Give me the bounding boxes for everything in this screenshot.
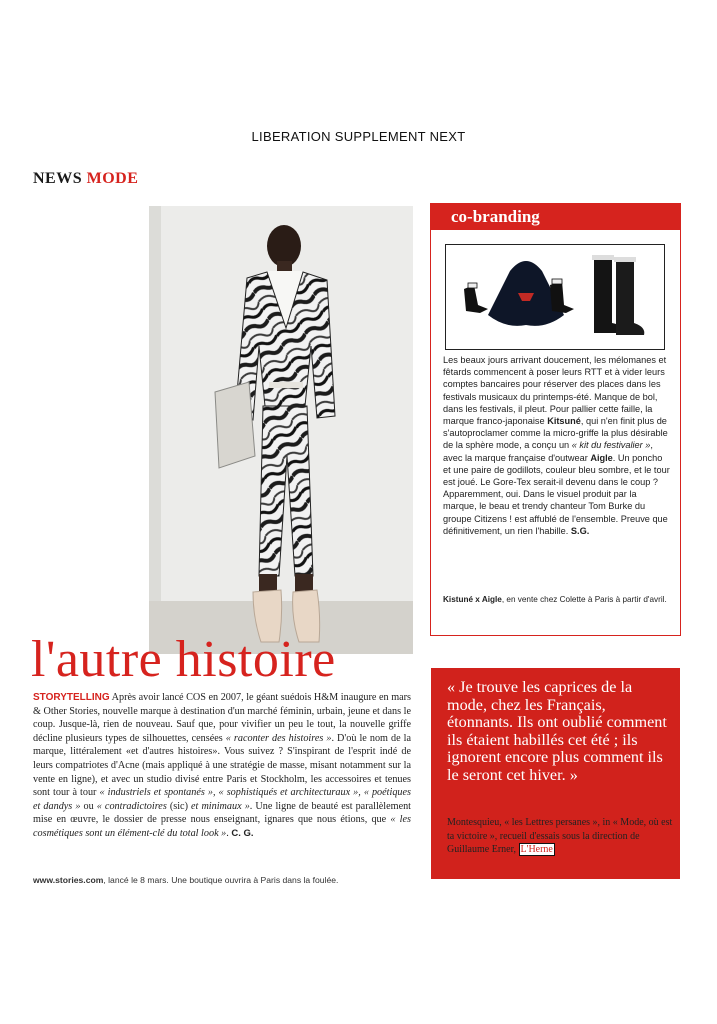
cobranding-box <box>430 203 681 636</box>
brand-aigle: Aigle <box>590 452 613 463</box>
article-quote: et minimaux » <box>191 800 250 812</box>
article-text: . <box>226 827 229 839</box>
article-quote: « raconter des histoires » <box>225 732 332 744</box>
quote-source-text: Montesquieu, « les Lettres persanes », in « Mode, où est ta victoire », recueil d'essais sous la direction de Guillaume Erner, <box>447 817 673 855</box>
cobranding-text <box>443 354 671 537</box>
quote-source <box>447 816 675 857</box>
cobranding-text-part: , avec la marque française d'outwear <box>443 440 653 463</box>
quote-publisher: L'Herne <box>520 844 553 855</box>
rubric-news: NEWS <box>33 170 83 187</box>
rubric-mode: MODE <box>86 170 139 187</box>
article-quote: « contradictoires <box>96 800 167 812</box>
product-caption <box>443 594 671 606</box>
caption-text: , en vente chez Colette à Paris à partir d'avril. <box>501 595 667 604</box>
quote-box <box>431 668 680 879</box>
cobranding-signature: S.G. <box>570 525 590 536</box>
cobranding-title-bar <box>431 204 680 230</box>
article-text: (sic) <box>166 800 192 812</box>
article-signature: C. G. <box>231 827 254 839</box>
article-quote: « les cosmétiques sont un élément-clé du total look » <box>33 814 411 839</box>
fashion-photo <box>149 206 413 654</box>
cobranding-title: co-branding <box>451 207 540 226</box>
model-illustration <box>149 206 413 654</box>
document-header: LIBERATION SUPPLEMENT NEXT <box>251 129 466 144</box>
credit-text: , lancé le 8 mars. Une boutique ouvrira à Paris dans la foulée. <box>103 875 339 885</box>
article-quote: « industriels et spontanés », « sophistiqués et architecturaux », « poétiques et dandys » <box>33 787 411 812</box>
quote-text: « Je trouve les caprices de la mode, chez les Français, étonnants. Ils ont oublié comment ils étaient habillés cet été ; ils ignorent encore plus comment ils le seront cet hiver. » <box>447 678 667 784</box>
article-text: ou <box>80 800 97 812</box>
article-credit <box>33 875 338 885</box>
article-headline: l'autre histoire <box>31 631 336 688</box>
cobranding-text-part: , qui n'en finit plus de s'autoproclamer comme la micro-griffe la plus désirable de la sphère mode, a conçu un <box>443 416 668 451</box>
cobranding-kit: « kit du festivalier » <box>571 440 651 451</box>
article-body <box>33 691 411 841</box>
caption-brand: Kistuné x Aigle <box>443 595 502 604</box>
cobranding-text-part: Les beaux jours arrivant doucement, les mélomanes et fêtards commencent à poser leurs RTT et à vider leurs comptes bancaires pour réserver des places dans les festivals musicaux du printemps-été. Manque de bol, dans les festivals, il pleut. Pour pallier cette faille, la marque franco-japonaise <box>443 355 667 427</box>
product-image <box>445 244 665 350</box>
article-text: . Une ligne de beauté est parallèlement mise en œuvre, le dossier de presse nous enseignant, ignares que nous étions, que <box>33 800 412 826</box>
section-rubric <box>33 170 138 188</box>
poncho-and-boots-illustration <box>446 245 664 349</box>
article-text: . D'où le nom de la marque, littéralement «et d'autres histoires». Vous suivez ? S'inspirant de l'esprit indé de leurs compatriotes d'Acne (mais appliqué à une stratégie de masse, misant notamment sur la vente en ligne), et avec un studio divisé entre Paris et Stockholm, les accessoires et tenues sont tour à tour <box>33 732 411 799</box>
article-text: Après avoir lancé COS en 2007, le géant suédois H&M inaugure en mars & Other Stories, nouvelle marque à destination d'un marché féminin, urbain, jeune et dans le coup. Jusque-là, rien de nouveau. Sauf que, pour vivifier un peu le tout, la nouvelle griffe décline plusieurs types de silhouettes, censées <box>33 692 411 744</box>
cobranding-text-part: . Un poncho et une paire de godillots, couleur bleu sombre, et le tour est joué. Le Gore-Tex serait-il devenu dans le coup ? Apparemment, oui. Dans le visuel produit par la marque, le beau et trendy chanteur Tom Burke du groupe Citizens ! est affublé de l'ensemble. Preuve que définitivement, un rien l'habille. <box>443 452 670 536</box>
article-lead: STORYTELLING <box>33 692 110 703</box>
credit-url: www.stories.com <box>33 875 104 885</box>
brand-kitsune: Kitsuné <box>547 416 581 427</box>
